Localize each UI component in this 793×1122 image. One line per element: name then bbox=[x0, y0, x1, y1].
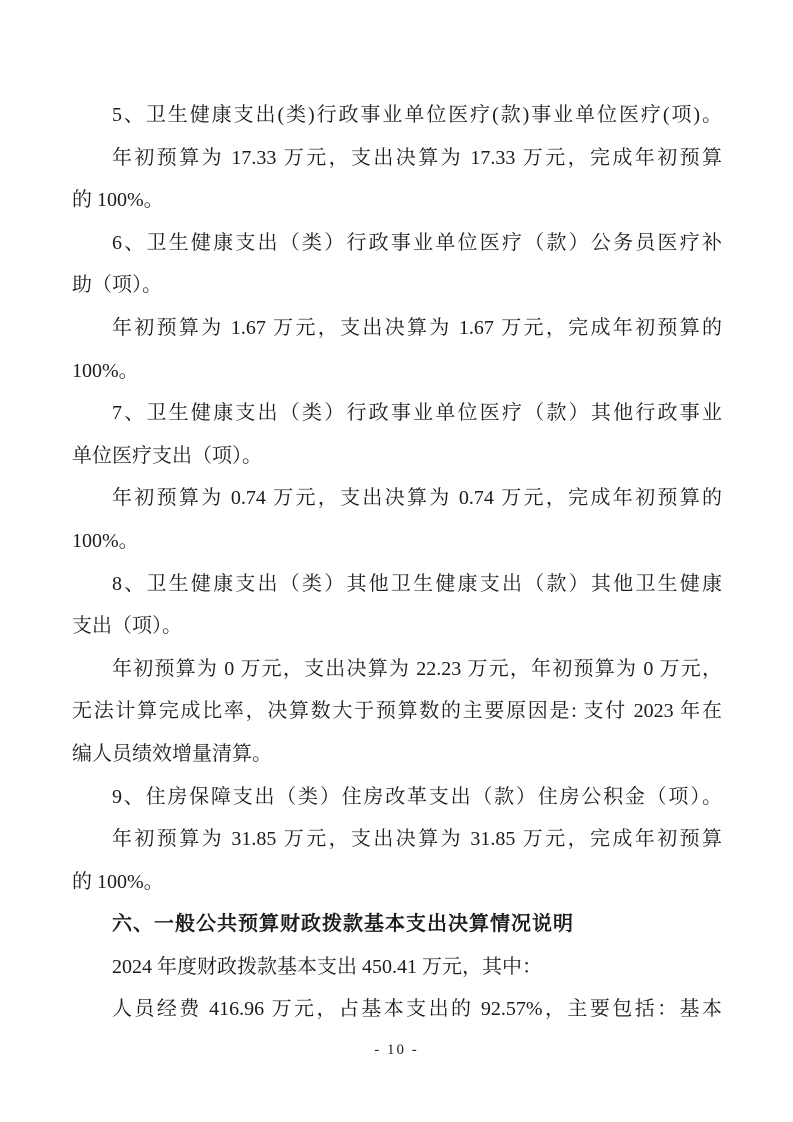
text-line: 支出（项）。 bbox=[72, 615, 182, 638]
text-line: 年初预算为 17.33 万元，支出决算为 17.33 万元，完成年初预算 bbox=[112, 146, 722, 169]
page-number: - 10 - bbox=[374, 1042, 419, 1058]
item-5-title bbox=[72, 94, 722, 137]
item-7-detail bbox=[72, 477, 722, 562]
item-6-title bbox=[72, 222, 722, 307]
text-line: 100%。 bbox=[72, 359, 139, 382]
text-line: 100%。 bbox=[72, 529, 139, 552]
text-line: 人员经费 416.96 万元，占基本支出的 92.57%，主要包括：基本 bbox=[112, 998, 722, 1021]
text-line: 年初预算为 0.74 万元，支出决算为 0.74 万元，完成年初预算的 bbox=[112, 487, 722, 510]
text-line: 单位医疗支出（项）。 bbox=[72, 444, 262, 467]
text-line: 6、卫生健康支出（类）行政事业单位医疗（款）公务员医疗补 bbox=[112, 231, 722, 254]
document-body bbox=[72, 94, 722, 1031]
basic-expenditure-total bbox=[72, 946, 722, 989]
item-5-detail bbox=[72, 137, 722, 222]
personnel-expense bbox=[72, 988, 722, 1031]
section-6-heading bbox=[72, 903, 722, 946]
item-7-title bbox=[72, 392, 722, 477]
item-9-detail bbox=[72, 818, 722, 903]
text-line: 7、卫生健康支出（类）行政事业单位医疗（款）其他行政事业 bbox=[112, 402, 722, 425]
text-line: 5、卫生健康支出(类)行政事业单位医疗(款)事业单位医疗(项)。 bbox=[112, 104, 722, 126]
item-6-detail bbox=[72, 307, 722, 392]
text-line: 年初预算为 31.85 万元，支出决算为 31.85 万元，完成年初预算 bbox=[112, 828, 722, 851]
text-line: 六、一般公共预算财政拨款基本支出决算情况说明 bbox=[112, 913, 574, 936]
text-line: 8、卫生健康支出（类）其他卫生健康支出（款）其他卫生健康 bbox=[112, 572, 722, 595]
text-line: 2024 年度财政拨款基本支出 450.41 万元，其中： bbox=[112, 955, 542, 978]
text-line: 9、住房保障支出（类）住房改革支出（款）住房公积金（项）。 bbox=[112, 785, 722, 808]
text-line: 的 100%。 bbox=[72, 189, 164, 212]
item-9-title bbox=[72, 776, 722, 819]
text-line: 编人员绩效增量清算。 bbox=[72, 742, 272, 765]
text-line: 的 100%。 bbox=[72, 870, 164, 893]
text-line: 无法计算完成比率，决算数大于预算数的主要原因是: 支付 2023 年在 bbox=[72, 700, 722, 723]
text-line: 年初预算为 0 万元，支出决算为 22.23 万元，年初预算为 0 万元， bbox=[112, 657, 722, 680]
text-line: 助（项）。 bbox=[72, 274, 162, 297]
item-8-title bbox=[72, 563, 722, 648]
item-8-detail bbox=[72, 648, 722, 776]
text-line: 年初预算为 1.67 万元，支出决算为 1.67 万元，完成年初预算的 bbox=[112, 316, 722, 339]
